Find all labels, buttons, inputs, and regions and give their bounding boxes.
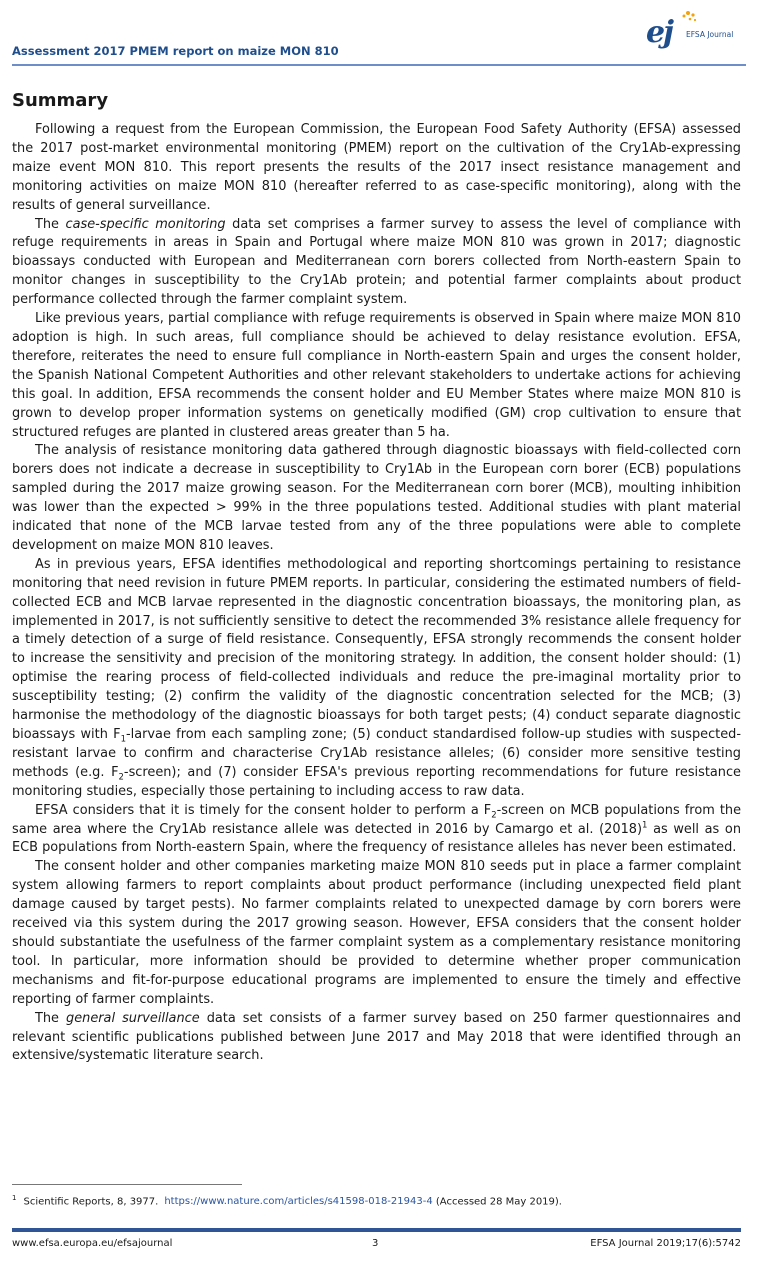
footnote-reference[interactable]: 1 — [642, 820, 648, 831]
text-run: The — [35, 216, 66, 232]
summary-paragraph-2 — [12, 216, 741, 311]
journal-url[interactable]: www.efsa.europa.eu/efsajournal — [12, 1238, 173, 1249]
footnote — [12, 1194, 741, 1207]
summary-paragraph-7: The consent holder and other companies marketing maize MON 810 seeds put in place a farmer complaint system allowing farmers to report complaints about product performance (including unexpected field plant damage caused by target pests). No farmer complaints related to unexpected damage by corn borers were received via this system during the 2017 growing season. However, EFSA considers that the consent holder should substantiate the usefulness of the farmer complaint system as a complementary resistance monitoring tool. In particular, more information should be provided to determine whether proper communication mechanisms and fit-for-purpose educational programs are implemented to ensure the timely and effective reporting of farmer complaints. — [12, 859, 741, 1007]
text-run: data set comprises a farmer survey to assess the level of compliance with refuge requirements in areas in Spain and Portugal where maize MON 810 was grown in 2017; diagnostic bioassays conducted with European and Mediterranean corn borers collected from North-eastern Spain to monitor changes in susceptibility to the Cry1Ab protein; and potential farmer complaints about product performance collected through the farmer complaint system. — [12, 216, 741, 308]
footnote-accessed: (Accessed 28 May 2019). — [435, 1196, 562, 1208]
page-header — [12, 8, 746, 64]
section-heading: Summary — [12, 90, 109, 111]
logo-dots-icon — [668, 10, 698, 24]
summary-paragraph-3: Like previous years, partial compliance with refuge requirements is observed in Spain where maize MON 810 adoption is high. In such areas, full compliance should be achieved to delay resistance evolution. EFSA, therefore, reiterates the need to ensure full compliance in North-eastern Spain and urges the consent holder, the Spanish National Competent Authorities and other relevant stakeholders to undertake actions for achieving this goal. In addition, EFSA recommends the consent holder and EU Member States where maize MON 810 is grown to develop proper information systems on genetically modified (GM) crop cultivation to ensure that structured refuges are planted in clustered areas greater than 5 ha. — [12, 311, 741, 440]
summary-paragraph-6 — [12, 802, 741, 859]
text-run: The — [35, 1010, 67, 1026]
citation: EFSA Journal 2019;17(6):5742 — [590, 1238, 741, 1249]
summary-paragraph-8 — [12, 1010, 741, 1067]
header-divider — [12, 64, 746, 66]
emphasis-text: case-specific monitoring — [65, 216, 226, 232]
footnote-marker: 1 — [12, 1194, 17, 1202]
text-run: -larvae from each sampling zone; (5) conduct standardised follow-up studies with suspected-resistant larvae to confirm and characterise Cry1Ab resistance alleles; (6) consider more sensitive testing methods (e.g. F — [12, 727, 741, 780]
page-number: 3 — [372, 1238, 379, 1249]
summary-paragraph-4: The analysis of resistance monitoring data gathered through diagnostic bioassays with field-collected corn borers does not indicate a decrease in susceptibility to Cry1Ab in the European corn borer (ECB) populations sampled during the 2017 maize growing season. For the Mediterranean corn borer (MCB), moulting inhibition was lower than the expected > 99% in the three populations tested. Additional studies with plant material indicated that none of the MCB larvae tested from any of the three populations were able to complete development on maize MON 810 leaves. — [12, 443, 741, 553]
footnote-text: Scientific Reports, 8, 3977. — [23, 1196, 159, 1208]
text-run: -screen); and (7) consider EFSA's previous reporting recommendations for future resistance monitoring studies, especially those pertaining to including access to raw data. — [12, 764, 741, 799]
emphasis-text: general surveillance — [66, 1010, 200, 1026]
efsa-journal-logo — [640, 10, 740, 54]
text-run: EFSA considers that it is timely for the consent holder to perform a F — [35, 802, 492, 818]
running-title: Assessment 2017 PMEM report on maize MON 810 — [12, 44, 339, 58]
text-run: data set consists of a farmer survey based on 250 farmer questionnaires and relevant scientific publications published between June 2017 and May 2018 that were identified through an extensive/systematic literature search. — [12, 1010, 742, 1064]
subscript: 2 — [491, 810, 497, 821]
footer-divider — [12, 1228, 741, 1232]
text-run: -screen on MCB populations from the same area where the Cry1Ab resistance allele was detected in 2016 by Camargo et al. (2018) — [12, 802, 741, 837]
summary-paragraph-1: Following a request from the European Commission, the European Food Safety Authority (EFSA) assessed the 2017 post-market environmental monitoring (PMEM) report on the cultivation of the Cry1Ab-expressing maize event MON 810. This report presents the results of the 2017 insect resistance management and monitoring activities on maize MON 810 (hereafter referred to as case-specific monitoring), along with the results of general surveillance. — [12, 122, 741, 213]
logo-text: EFSA Journal — [686, 30, 734, 39]
footnote-divider — [12, 1184, 242, 1185]
logo-mark: ej — [646, 15, 672, 50]
subscript: 1 — [120, 734, 126, 745]
summary-section — [12, 90, 741, 1066]
subscript: 2 — [118, 772, 124, 783]
text-run: as well as on ECB populations from North-eastern Spain, where the frequency of resistance alleles has never been estimated. — [12, 821, 741, 856]
text-run: As in previous years, EFSA identifies methodological and reporting shortcomings pertaining to resistance monitoring that need revision in future PMEM reports. In particular, considering the estimated numbers of field-collected ECB and MCB larvae represented in the diagnostic concentration bioassays, the monitoring plan, as implemented in 2017, is not sufficiently sensitive to detect the recommended 3% resistance allele frequency for a timely detection of a surge of field resistance. Consequently, EFSA strongly recommends the consent holder to increase the sensitivity and precision of the monitoring strategy. In addition, the consent holder should: (1) optimise the rearing process of field-collected individuals and reduce the pre-imaginal mortality prior to susceptibility testing; (2) confirm the validity of the diagnostic concentration selected for the MCB; (3) harmonise the methodology of the diagnostic bioassays for both target pests; (4) conduct separate diagnostic bioassays with F — [12, 556, 741, 742]
summary-paragraph-5 — [12, 556, 741, 802]
footnote-link[interactable]: https://www.nature.com/articles/s41598-018-21943-4 — [164, 1196, 433, 1208]
